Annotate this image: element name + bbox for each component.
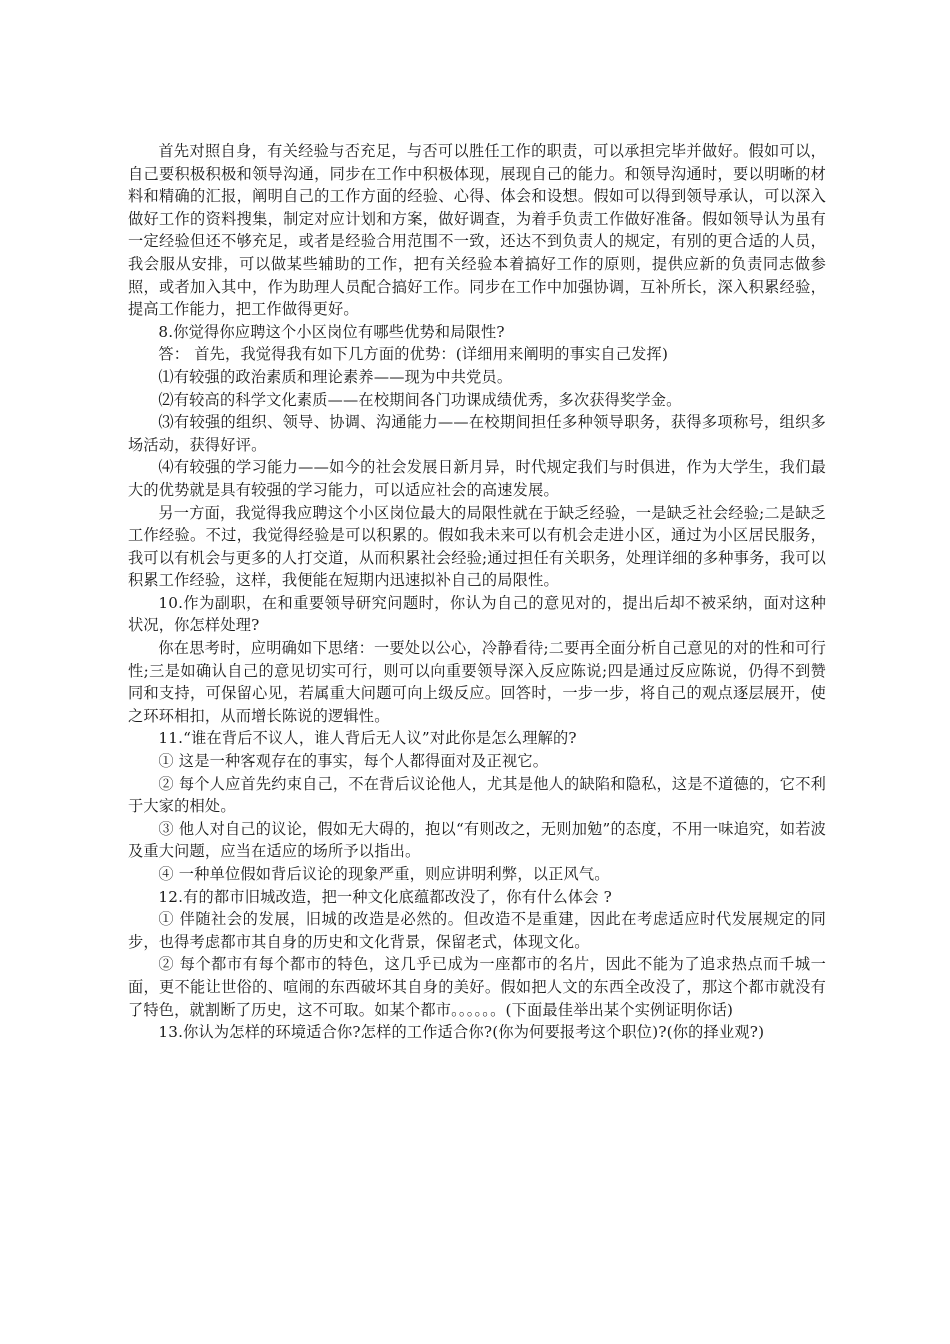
answer-8-limitations: 另一方面，我觉得我应聘这个小区岗位最大的局限性就在于缺乏经验，一是缺乏社会经验;二是缺乏工作经验。不过，我觉得经验是可以积累的。假如我未来可以有机会走进小区，通过为小区居民服务，我可以有机会与更多的人打交道，从而积累社会经验;通过担任有关职务，处理详细的多种事务，我可以积累工作经验，这样，我便能在短期内迅速拟补自己的局限性。 [128,503,826,590]
question-13: 13.你认为怎样的环境适合你?怎样的工作适合你?(你为何要报考这个职位)?(你的择业观?) [158,1023,765,1042]
question-8: 8.你觉得你应聘这个小区岗位有哪些优势和局限性? [158,322,505,341]
answer-8-point-3: ⑶有较强的组织、领导、协调、沟通能力——在校期间担任多种领导职务，获得多项称号，组织多场活动，获得好评。 [128,413,826,454]
answer-8-intro: 答： 首先，我觉得我有如下几方面的优势：(详细用来阐明的事实自己发挥) [158,345,669,364]
answer-8-point-4: ⑷有较强的学习能力——如今的社会发展日新月异，时代规定我们与时俱进，作为大学生，我们最大的优势就是具有较强的学习能力，可以适应社会的高速发展。 [128,458,826,499]
question-11: 11.“谁在背后不议人，谁人背后无人议”对此你是怎么理解的? [158,729,577,748]
answer-10: 你在思考时，应明确如下思绪：一要处以公心，冷静看待;二要再全面分析自己意见的对的性和可行性;三是如确认自己的意见切实可行，则可以向重要领导深入反应陈说;四是通过反应陈说，仍得不到赞同和支持，可保留心见，若属重大问题可向上级反应。回答时，一步一步，将自己的观点逐层展开，使之环环相扣，从而增长陈说的逻辑性。 [128,639,826,725]
answer-11-point-4: ④ 一种单位假如背后议论的现象严重，则应讲明利弊，以正风气。 [158,865,610,883]
answer-8-point-1: ⑴有较强的政治素质和理论素养——现为中共党员。 [158,367,513,386]
answer-12-point-2: ② 每个都市有每个都市的特色，这几乎已成为一座都市的名片，因此不能为了追求热点而千城一面，更不能让世俗的、喧闹的东西破坏其自身的美好。假如把人文的东西全改没了，那这个都市就没有了特色，就割断了历史，这不可取。如某个都市。。。。。。(下面最佳举出某个实例证明你话) [128,955,826,1019]
question-12: 12.有的都市旧城改造，把一种文化底蕴都改没了，你有什么体会 ? [158,887,612,906]
question-10: 10.作为副职，在和重要领导研究问题时，你认为自己的意见对的，提出后却不被采纳，面对这种状况，你怎样处理? [128,593,826,635]
answer-12-point-1: ① 伴随社会的发展，旧城的改造是必然的。但改造不是重建，因此在考虑适应时代发展规定的同步，也得考虑都市其自身的历史和文化背景，保留老式，体现文化。 [128,910,826,951]
answer-8-point-2: ⑵有较高的科学文化素质——在校期间各门功课成绩优秀，多次获得奖学金。 [158,390,682,409]
answer-11-point-3: ③ 他人对自己的议论，假如无大碍的，抱以“有则改之，无则加勉”的态度，不用一味追究，如若波及重大问题，应当在适应的场所予以指出。 [128,819,826,861]
paragraph-experience-answer: 首先对照自身，有关经验与否充足，与否可以胜任工作的职责，可以承担完毕并做好。假如可以，自己要积极积极和领导沟通，同步在工作中积极体现，展现自己的能力。和领导沟通时，要以明晰的材料和精确的汇报，阐明自己的工作方面的经验、心得、体会和设想。假如可以得到领导承认，可以深入做好工作的资料搜集，制定对应计划和方案，做好调查，为着手负责工作做好准备。假如领导认为虽有一定经验但还不够充足，或者是经验合用范围不一致，还达不到负责人的规定，有别的更合适的人员，我会服从安排，可以做某些辅助的工作，把有关经验本着搞好工作的原则，提供应新的负责同志做参照，或者加入其中，作为助理人员配合搞好工作。同步在工作中加强协调，互补所长，深入积累经验，提高工作能力，把工作做得更好。 [128,142,826,319]
document-body [128,140,826,1044]
answer-11-point-2: ② 每个人应首先约束自己，不在背后议论他人，尤其是他人的缺陷和隐私，这是不道德的，它不利于大家的相处。 [128,774,826,816]
answer-11-point-1: ① 这是一种客观存在的事实，每个人都得面对及正视它。 [158,752,549,771]
